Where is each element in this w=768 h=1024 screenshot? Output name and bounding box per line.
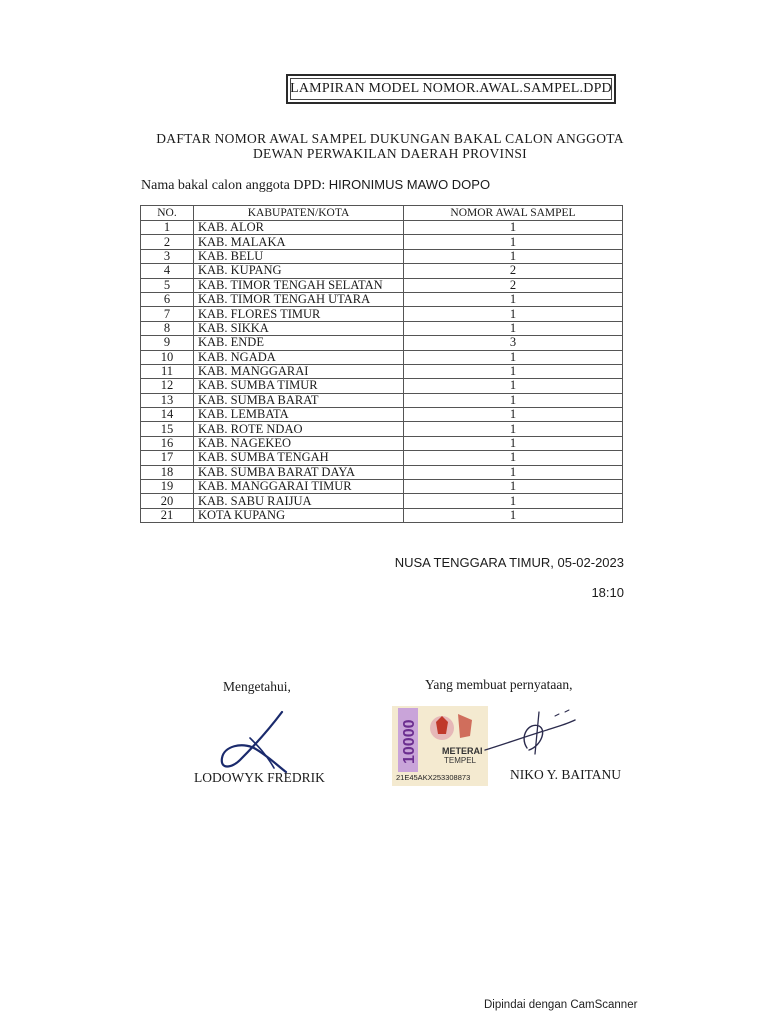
table-body xyxy=(141,221,623,523)
row-number: 17 xyxy=(141,451,194,465)
stamp-serial: 21E45AKX253308873 xyxy=(396,773,471,782)
row-kabupaten: KAB. MANGGARAI TIMUR xyxy=(194,480,404,494)
row-nomor-awal: 1 xyxy=(404,249,623,263)
table-row xyxy=(141,364,623,378)
row-nomor-awal: 1 xyxy=(404,221,623,235)
row-nomor-awal: 2 xyxy=(404,278,623,292)
table-row xyxy=(141,508,623,522)
row-kabupaten: KAB. ALOR xyxy=(194,221,404,235)
row-number: 11 xyxy=(141,364,194,378)
row-kabupaten: KAB. BELU xyxy=(194,249,404,263)
row-nomor-awal: 1 xyxy=(404,480,623,494)
table-row xyxy=(141,451,623,465)
document-title-line1: DAFTAR NOMOR AWAL SAMPEL DUKUNGAN BAKAL CALON ANGGOTA xyxy=(156,131,624,146)
table-row xyxy=(141,278,623,292)
signer-right-name: NIKO Y. BAITANU xyxy=(510,767,622,782)
row-nomor-awal: 1 xyxy=(404,292,623,306)
row-kabupaten: KAB. SABU RAIJUA xyxy=(194,494,404,508)
stamp-value: 10000 xyxy=(401,719,418,764)
candidate-label: Nama bakal calon anggota DPD: xyxy=(141,178,326,193)
row-number: 1 xyxy=(141,221,194,235)
row-nomor-awal: 1 xyxy=(404,422,623,436)
row-number: 4 xyxy=(141,264,194,278)
row-number: 7 xyxy=(141,307,194,321)
col-no-header: NO. xyxy=(141,206,194,221)
row-number: 14 xyxy=(141,408,194,422)
row-kabupaten: KOTA KUPANG xyxy=(194,508,404,522)
signature-right xyxy=(455,704,585,764)
row-nomor-awal: 2 xyxy=(404,264,623,278)
table-row xyxy=(141,408,623,422)
row-number: 16 xyxy=(141,436,194,450)
table-row xyxy=(141,235,623,249)
candidate-line xyxy=(141,177,490,194)
row-nomor-awal: 1 xyxy=(404,350,623,364)
stamp-label2: TEMPEL xyxy=(444,756,477,765)
table-row xyxy=(141,494,623,508)
row-kabupaten: KAB. SUMBA BARAT DAYA xyxy=(194,465,404,479)
scanner-watermark: Dipindai dengan CamScanner xyxy=(484,999,638,1011)
table-row xyxy=(141,393,623,407)
row-number: 19 xyxy=(141,480,194,494)
mengetahui-label: Mengetahui, xyxy=(223,679,291,694)
row-kabupaten: KAB. NAGEKEO xyxy=(194,436,404,450)
candidate-name: HIRONIMUS MAWO DOPO xyxy=(328,177,491,192)
sample-table xyxy=(140,205,623,523)
row-kabupaten: KAB. TIMOR TENGAH UTARA xyxy=(194,292,404,306)
table-row xyxy=(141,292,623,306)
table-row xyxy=(141,465,623,479)
lampiran-box xyxy=(286,74,616,104)
row-nomor-awal: 1 xyxy=(404,321,623,335)
lampiran-label: LAMPIRAN MODEL NOMOR.AWAL.SAMPEL.DPD xyxy=(290,81,612,96)
table-header-row xyxy=(141,206,623,221)
row-nomor-awal: 1 xyxy=(404,364,623,378)
row-nomor-awal: 1 xyxy=(404,436,623,450)
table-row xyxy=(141,321,623,335)
table-row xyxy=(141,221,623,235)
row-kabupaten: KAB. SUMBA TIMUR xyxy=(194,379,404,393)
table-row xyxy=(141,307,623,321)
row-number: 2 xyxy=(141,235,194,249)
row-nomor-awal: 1 xyxy=(404,494,623,508)
place-date: NUSA TENGGARA TIMUR, 05-02-2023 xyxy=(394,555,624,570)
signature-left xyxy=(212,708,302,778)
signer-left-name: LODOWYK FREDRIK xyxy=(194,770,325,785)
table-row xyxy=(141,379,623,393)
row-kabupaten: KAB. MALAKA xyxy=(194,235,404,249)
table-row xyxy=(141,249,623,263)
time: 18:10 xyxy=(591,585,624,600)
row-nomor-awal: 1 xyxy=(404,508,623,522)
row-number: 10 xyxy=(141,350,194,364)
document-title-line2: DEWAN PERWAKILAN DAERAH PROVINSI xyxy=(253,146,527,161)
row-nomor-awal: 1 xyxy=(404,408,623,422)
row-nomor-awal: 1 xyxy=(404,235,623,249)
row-nomor-awal: 1 xyxy=(404,379,623,393)
row-number: 3 xyxy=(141,249,194,263)
row-kabupaten: KAB. MANGGARAI xyxy=(194,364,404,378)
stamp-label1: METERAI xyxy=(442,746,483,756)
col-kab-header: KABUPATEN/KOTA xyxy=(194,206,404,221)
row-number: 8 xyxy=(141,321,194,335)
row-number: 5 xyxy=(141,278,194,292)
table-row xyxy=(141,436,623,450)
table-row xyxy=(141,422,623,436)
row-number: 21 xyxy=(141,508,194,522)
table-row xyxy=(141,336,623,350)
row-nomor-awal: 1 xyxy=(404,307,623,321)
row-number: 18 xyxy=(141,465,194,479)
row-kabupaten: KAB. SUMBA BARAT xyxy=(194,393,404,407)
row-nomor-awal: 3 xyxy=(404,336,623,350)
yang-membuat-label: Yang membuat pernyataan, xyxy=(425,677,573,692)
row-number: 6 xyxy=(141,292,194,306)
row-number: 15 xyxy=(141,422,194,436)
row-number: 13 xyxy=(141,393,194,407)
row-kabupaten: KAB. NGADA xyxy=(194,350,404,364)
row-kabupaten: KAB. SUMBA TENGAH xyxy=(194,451,404,465)
row-nomor-awal: 1 xyxy=(404,393,623,407)
table-row xyxy=(141,480,623,494)
row-number: 12 xyxy=(141,379,194,393)
row-kabupaten: KAB. ENDE xyxy=(194,336,404,350)
row-nomor-awal: 1 xyxy=(404,465,623,479)
row-kabupaten: KAB. FLORES TIMUR xyxy=(194,307,404,321)
row-kabupaten: KAB. SIKKA xyxy=(194,321,404,335)
row-kabupaten: KAB. TIMOR TENGAH SELATAN xyxy=(194,278,404,292)
row-kabupaten: KAB. LEMBATA xyxy=(194,408,404,422)
table-row xyxy=(141,264,623,278)
row-number: 9 xyxy=(141,336,194,350)
row-kabupaten: KAB. KUPANG xyxy=(194,264,404,278)
row-kabupaten: KAB. ROTE NDAO xyxy=(194,422,404,436)
col-val-header: NOMOR AWAL SAMPEL xyxy=(404,206,623,221)
row-nomor-awal: 1 xyxy=(404,451,623,465)
row-number: 20 xyxy=(141,494,194,508)
table-row xyxy=(141,350,623,364)
